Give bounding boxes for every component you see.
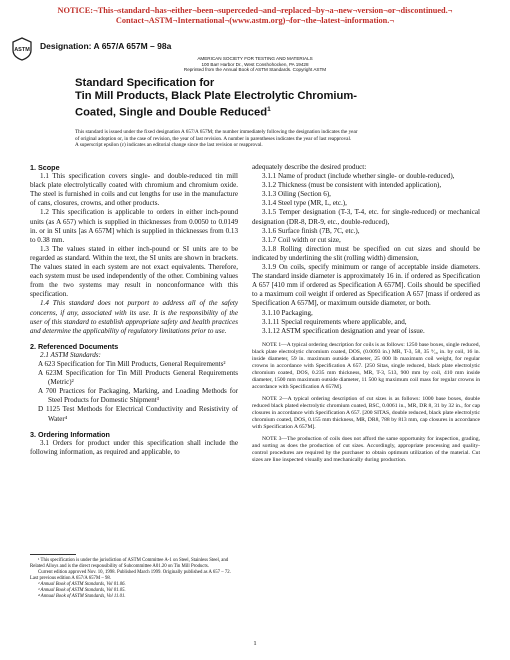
footnotes [30,558,238,600]
paragraph-1-2: 1.2 This specification is applicable to orders in either inch-pound units (as A 657) which is supplied in thicknesses from 0.0050 to 0.0149 in. or in SI units [as A 657M] which is supplied in thicknesses from 0.13 to 0.38 mm. [30,208,238,244]
ordering-item: 3.1.1 Name of product (include whether single- or double-reduced), [262,172,455,181]
page-number: 1 [253,640,257,647]
footnote-1: ¹ This specification is under the jurisdiction of ASTM Committee A-1 on Steel, Stainless Steel, and Related Alloys and is the direct responsibility of Subcommittee A01.20 on Tin Mill Products. [30,558,229,569]
ordering-item: 3.1.11 Special requirements where applicable, and, [262,317,407,326]
society-name: AMERICAN SOCIETY FOR TESTING AND MATERIALS [197,56,313,61]
ordering-item: 3.1.12 ASTM specification designation and year of issue. [262,326,425,335]
designation: Designation: A 657/A 657M – 98a [40,41,172,51]
title-line-2: Tin Mill Products, Black Plate Electrolytic Chromium- [75,90,358,102]
issued-line-2: of original adoption or, in the case of revision, the year of last revision. A number in parentheses indicates the year of last reapproval. [75,135,352,142]
paragraph-3-1: 3.1 Orders for product under this specification shall include the following information, as required and applicable, to [30,438,238,456]
document-title [75,77,357,120]
ordering-item: 3.1.7 Coil width or cut size, [262,235,341,244]
issued-line-3: A superscript epsilon (ε) indicates an editorial change since the last revision or reapproval. [75,142,263,149]
section-heading-scope: 1. Scope [30,163,60,172]
reference-item: A 623 Specification for Tin Mill Products, General Requirements² [38,359,226,368]
note-1: NOTE 1—A typical ordering description for coils is as follows: 1250 base boxes, single reduced, black plate electrolytic chromium coated, DOS, (0.0093 in.) MR, T-3, 58, 35 ⁹⁄₁₆ in. by coil, 16 in. inside diameter, 59 in. maximum outside diameter, 25 000 lb maximum coil weight, for regular crowns in accordance with Specification A 657. [250 Sitas, single reduced, black plate electrolytic chromium coated, DOS, 0.235 mm thickness, MR, T-3, 513, 900 mm by coil, 410 mm inside diameter, 1500 mm maximum outside diameter, 11 500 kg maximum coil mass for regular crowns in accordance with Specification A 657M]. [252,341,480,390]
withdrawal-notice [0,6,510,26]
footnote-2: ² Annual Book of ASTM Standards, Vol 01.06. [38,582,126,587]
issued-line-1: This standard is issued under the fixed designation A 657/A 657M; the number immediately following the designation indicates the year [75,129,358,135]
ordering-item: 3.1.10 Packaging, [262,308,313,317]
issuance-statement [75,129,445,149]
society-address: 100 Barr Harbor Dr., West Conshohocken, PA 19428 [201,61,309,67]
ordering-item: 3.1.3 Oiling (Section 6), [262,190,331,199]
paragraph-1-3: 1.3 The values stated in either inch-pound or SI units are to be regarded as standard. Within the text, the SI units are shown in brackets. The values stated in each system are not exact equivalents. Therefore, each system must be used independently of the other. Combining values from the two systems may result in nonconformance with this specification. [30,244,238,299]
paragraph-1-4: 1.4 This standard does not purport to address all of the safety concerns, if any, associated with its use. It is the responsibility of the user of this standard to establish appropriate safety and health practices and determine the applicability of regulatory limitations prior to use. [30,299,238,335]
note-2: NOTE 2—A typical ordering description of cut sizes is as follows: 1000 base boxes, double reduced black plated electrolytic chromium coated, BSC, 0.0061 in., MR, DR 8, 31 by 32 in., for cap closures in accordance with Specification A 657. [200 SITAS, double reduced, black plate electrolytic chromium coated, DOS, 0.155 mm thickness, MR, DR8, 788 by 813 mm, cap closures in accordance with Specification A 657M]. [252,395,480,430]
notice-line-1: NOTICE:¬This¬standard¬has¬either¬been¬superceded¬and¬replaced¬by¬a¬new¬version¬or¬discontinued.¬ [57,6,453,15]
ordering-item: 3.1.9 On coils, specify minimum or range of acceptable inside diameters. The standard inside diameter is approximately 16 in. if ordered as Specification A 657 [410 mm if ordered as Specification A 657M]. Coils should be specified to a maximum coil weight if ordered as Specification A 657 [mass if ordered as Specification A 657M], or maximum outside diameter, or both. [252,263,480,308]
section-heading-ordering: 3. Ordering Information [30,429,110,439]
footnote-edition: Current edition approved Nov. 10, 1998. Published March 1999. Originally published as A 657 – 72. Last previous edition A 657/A 657M – 98. [30,570,231,581]
ordering-item: 3.1.5 Temper designation (T-3, T-4, etc. for single-reduced) or mechanical designation (DR-8, DR-9, etc., double-reduced), [252,208,480,226]
ordering-item: 3.1.6 Surface finish (7B, 7C, etc.), [262,226,360,235]
section-heading-references: 2. Referenced Documents [30,341,119,351]
society-header [0,56,510,73]
svg-text:ASTM: ASTM [14,47,30,53]
footnote-3: ³ Annual Book of ASTM Standards, Vol 01.05. [38,588,126,593]
ordering-continuation: adequately describe the desired product: [252,163,367,171]
footnote-divider [30,554,76,555]
title-line-3: Coated, Single and Double Reduced [75,106,268,119]
ordering-item: 3.1.2 Thickness (must be consistent with intended application), [262,181,442,190]
note-3: NOTE 3—The production of coils does not afford the same opportunity for inspection, grading, and sorting as does the production of cut sizes. Accordingly, appropriate processing and quality-control procedures are required by the purchaser to obtain optimum utilization of the material. Cut sizes are line inspected visually and mechanically during production. [252,435,480,463]
reprint-note: Reprinted from the Annual Book of ASTM Standards. Copyright ASTM [183,67,327,73]
reference-item: A 623M Specification for Tin Mill Products General Requirements (Metric)² [38,369,238,387]
ordering-item: 3.1.8 Rolling direction must be specified on cut sizes and should be indicated by underlining the slit (rolling width) dimension, [252,244,480,262]
footnote-4: ⁴ Annual Book of ASTM Standards, Vol 11.01. [38,594,126,599]
paragraph-1-1: 1.1 This specification covers single- and double-reduced tin mill black plate electrolytically coated with chromium and chromium oxide. The steel is furnished in coils and cut lengths for use in the manufacture of cans, closures, crowns, and other products. [30,172,238,208]
notice-line-2: Contact¬ASTM¬International¬(www.astm.org)¬for¬the¬latest¬information.¬ [115,16,395,25]
title-line-1: Standard Specification for [75,77,215,89]
references-intro: 2.1 ASTM Standards: [40,350,101,359]
title-footnote-mark: 1 [267,106,271,113]
ordering-item: 3.1.4 Steel type (MR, L, etc.), [262,199,347,208]
reference-item: D 1125 Test Methods for Electrical Conductivity and Resistivity of Water⁴ [38,405,238,423]
reference-item: A 700 Practices for Packaging, Marking, and Loading Methods for Steel Products for Domestic Shipment³ [38,387,238,405]
right-column [252,163,480,464]
left-column [30,163,238,457]
